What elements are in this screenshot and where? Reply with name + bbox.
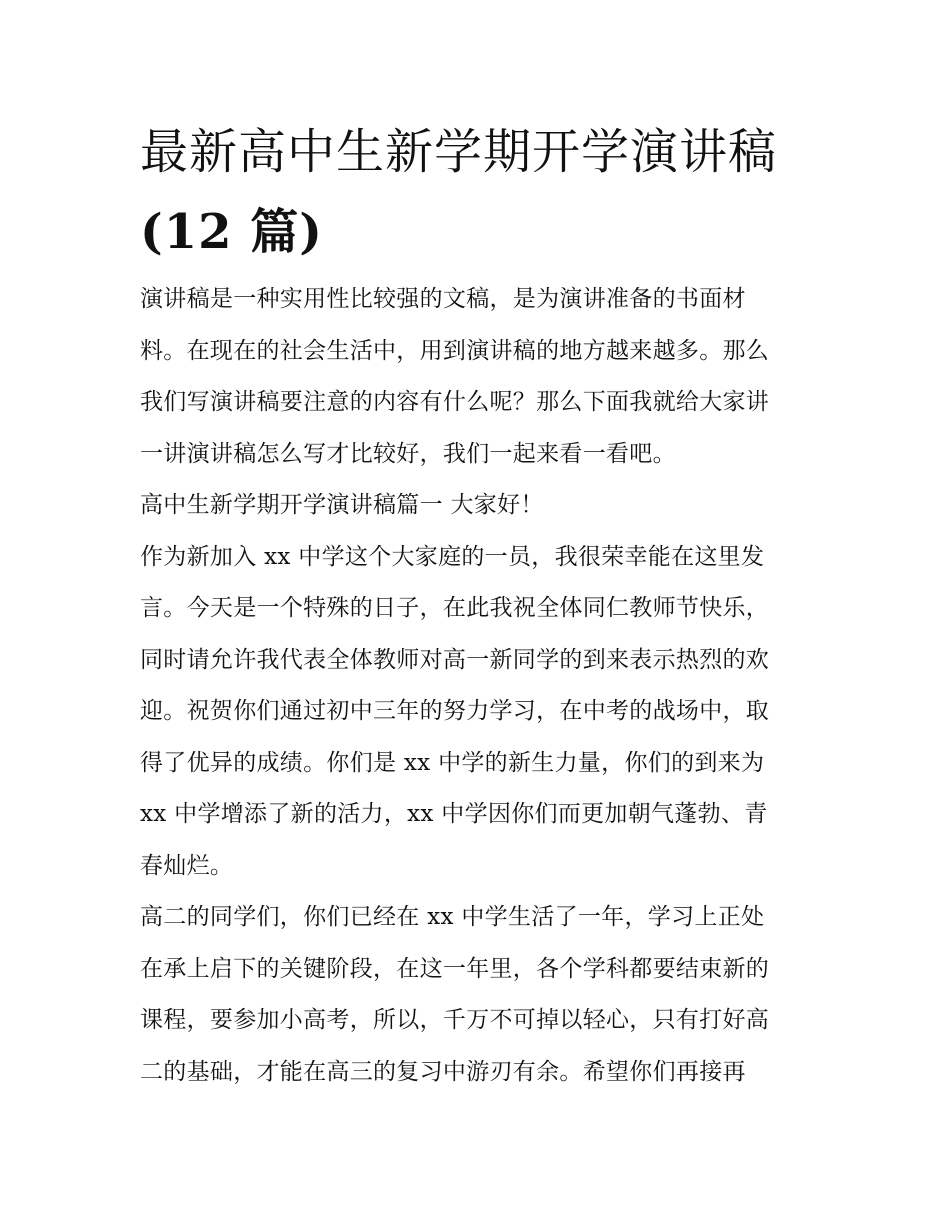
- text-line: 料。在现在的社会生活中，用到演讲稿的地方越来越多。那么: [140, 337, 770, 364]
- text-line: 作为新加入 xx 中学这个大家庭的一员，我很荣幸能在这里发: [140, 543, 765, 570]
- text-line: 在承上启下的关键阶段，在这一年里，各个学科都要结束新的: [140, 955, 770, 982]
- text-line: 迎。祝贺你们通过初中三年的努力学习，在中考的战场中，取: [140, 698, 770, 724]
- text-line: 二的基础，才能在高三的复习中游刃有余。希望你们再接再: [140, 1058, 746, 1085]
- text-line: 课程，要参加小高考，所以，千万不可掉以轻心，只有打好高: [140, 1007, 770, 1033]
- document-title: [140, 112, 830, 272]
- text-line: 我们写演讲稿要注意的内容有什么呢？那么下面我就给大家讲: [140, 389, 770, 415]
- title-line: (12 篇): [140, 204, 323, 260]
- text-line: xx 中学增添了新的活力，xx 中学因你们而更加朝气蓬勃、青: [140, 801, 768, 827]
- section-heading-line: 高中生新学期开学演讲稿篇一 大家好！: [140, 492, 544, 518]
- document-body: [140, 274, 820, 1098]
- text-line: 演讲稿是一种实用性比较强的文稿，是为演讲准备的书面材: [140, 286, 746, 312]
- text-line: 言。今天是一个特殊的日子，在此我祝全体同仁教师节快乐，: [140, 595, 770, 621]
- text-line: 一讲演讲稿怎么写才比较好，我们一起来看一看吧。: [140, 440, 676, 467]
- text-line: 高二的同学们，你们已经在 xx 中学生活了一年，学习上正处: [140, 904, 765, 930]
- title-line: 最新高中生新学期开学演讲稿: [140, 124, 778, 180]
- text-line: 同时请允许我代表全体教师对高一新同学的到来表示热烈的欢: [140, 646, 770, 673]
- text-line: 春灿烂。: [140, 852, 234, 879]
- text-line: 得了优异的成绩。你们是 xx 中学的新生力量，你们的到来为: [140, 749, 765, 776]
